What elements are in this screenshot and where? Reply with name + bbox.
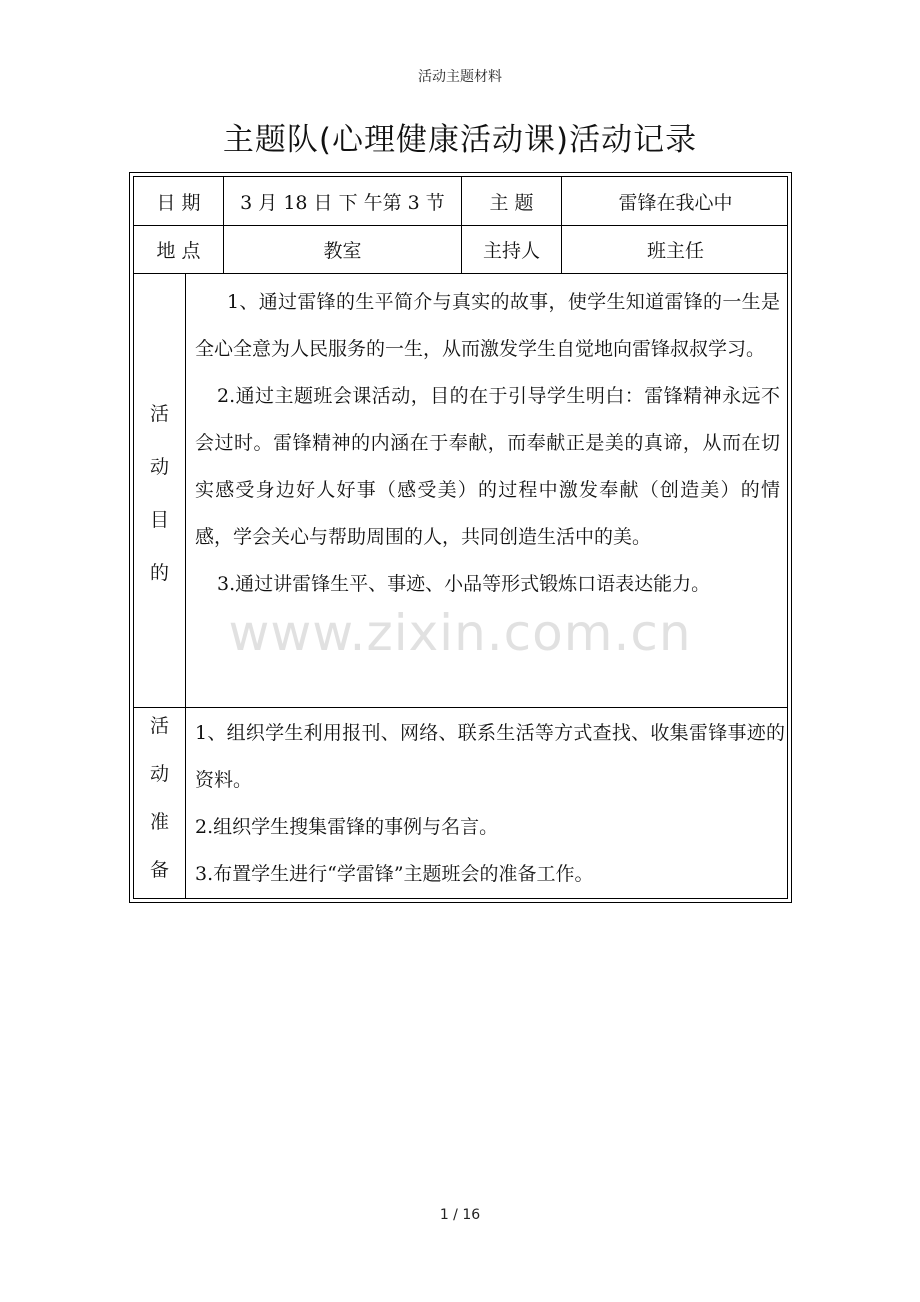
purpose-label-char: 动	[149, 456, 169, 478]
theme-value: 雷锋在我心中	[618, 191, 733, 214]
preparation-label-char: 备	[149, 859, 169, 881]
purpose-label-char: 目	[149, 509, 169, 531]
label-col-divider	[185, 273, 186, 898]
activity-record-table	[129, 172, 792, 903]
date-value: 3 月 18 日 下 午第 3 节	[240, 191, 445, 214]
watermark: www.zixin.com.cn	[228, 604, 692, 662]
preparation-label	[134, 711, 185, 895]
preparation-paragraph-2: 2.组织学生搜集雷锋的事例与名言。	[195, 816, 499, 838]
purpose-content	[195, 279, 780, 608]
purpose-label-char: 活	[149, 403, 169, 425]
page-title: 主题队(心理健康活动课)活动记录	[222, 122, 698, 158]
preparation-label-char: 动	[149, 763, 169, 785]
place-value: 教室	[323, 240, 362, 262]
preparation-label-char: 准	[149, 811, 169, 833]
page-number: 1 / 16	[439, 1207, 481, 1223]
preparation-paragraph-1: 1、组织学生利用报刊、网络、联系生活等方式查找、收集雷锋事迹的资料。	[195, 722, 785, 791]
theme-label: 主 题	[489, 191, 534, 214]
row2-bottom-line	[134, 273, 787, 274]
purpose-bottom-line	[134, 707, 787, 708]
table-inner-border	[133, 176, 788, 899]
purpose-paragraph-3: 3.通过讲雷锋生平、事迹、小品等形式锻炼口语表达能力。	[217, 573, 711, 595]
host-label: 主持人	[482, 240, 540, 262]
place-label: 地 点	[156, 240, 201, 262]
purpose-paragraph-1: 1、通过雷锋的生平简介与真实的故事，使学生知道雷锋的一生是全心全意为人民服务的一生，从而激发学生自觉地向雷锋叔叔学习。	[195, 291, 780, 360]
preparation-content	[195, 710, 785, 898]
host-value: 班主任	[646, 240, 704, 262]
header-note: 活动主题材料	[418, 69, 502, 85]
preparation-label-char: 活	[149, 715, 169, 737]
preparation-paragraph-3: 3.布置学生进行“学雷锋”主题班会的准备工作。	[195, 863, 594, 885]
date-label: 日 期	[156, 191, 201, 214]
purpose-label-char: 的	[149, 562, 169, 584]
purpose-label	[134, 399, 185, 611]
purpose-paragraph-2: 2.通过主题班会课活动，目的在于引导学生明白：雷锋精神永远不会过时。雷锋精神的内涵在于奉献，而奉献正是美的真谛，从而在切实感受身边好人好事（感受美）的过程中激发奉献（创造美）的情感，学会关心与帮助周围的人，共同创造生活中的美。	[195, 385, 780, 548]
